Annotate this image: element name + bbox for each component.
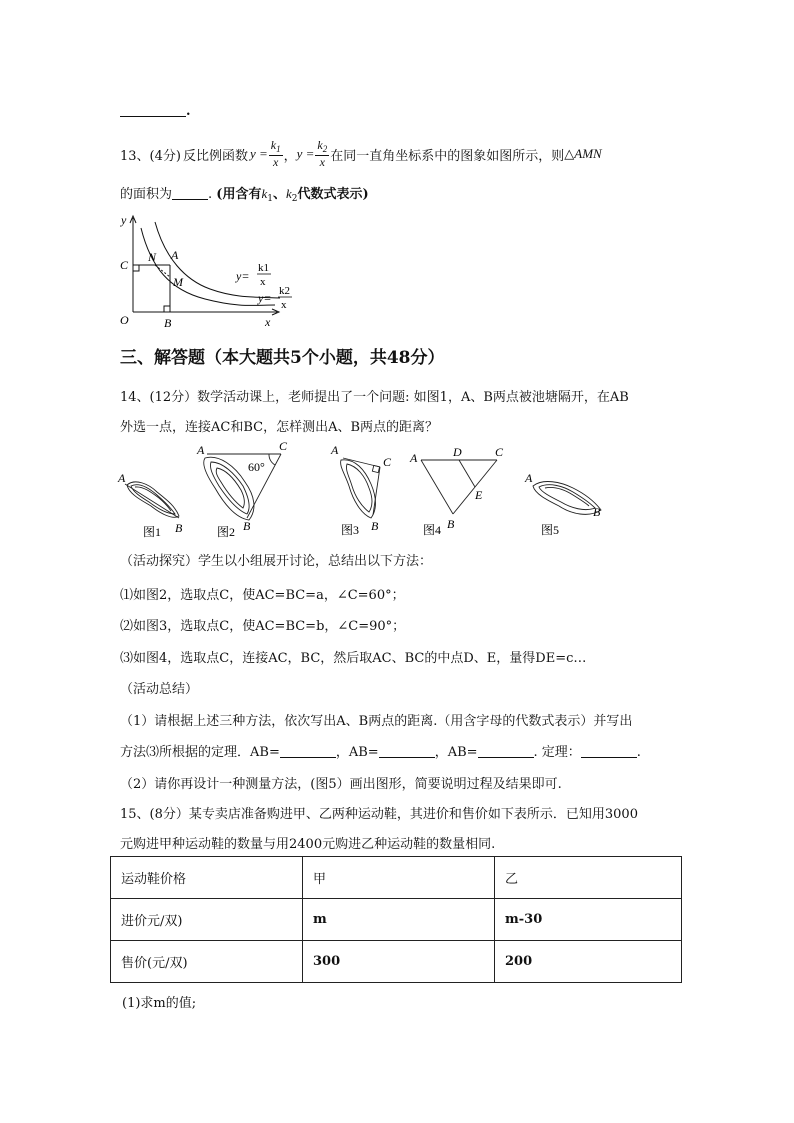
q14-ab-label-2: ，AB= <box>335 745 379 760</box>
fig5-label-b: B <box>593 505 601 519</box>
label-point-n: N <box>148 250 157 264</box>
right-angle-c <box>133 265 139 271</box>
table-cell: 300 <box>303 941 495 983</box>
q14-ab-label-3: ，AB= <box>434 745 478 760</box>
fig4-label-e: E <box>475 488 483 502</box>
answer-blank[interactable] <box>120 104 186 117</box>
label-point-m: M <box>173 275 183 289</box>
q13-k2-subscript: 2 <box>291 194 298 204</box>
fig4-label-a: A <box>410 451 418 465</box>
fig4-label-b: B <box>447 517 455 531</box>
fig2-label-b: B <box>243 519 251 533</box>
table-cell: 进价元/双) <box>111 899 303 941</box>
q13-triangle-amn: △AMN <box>564 146 602 161</box>
q14-method-2: ⑵如图3，选取点C，使AC=BC=b，∠C=90°； <box>120 619 406 634</box>
q14-sub1-line2 <box>120 741 641 760</box>
q13-fraction-k1-over-x <box>269 139 283 168</box>
q13-k1-subscript: 1 <box>267 194 273 204</box>
q13-eq1-subscript: 1 <box>276 144 281 155</box>
curve1-num: k1 <box>258 262 269 274</box>
q13-fraction-k2-over-x <box>315 139 329 168</box>
fig3-label-a: A <box>331 443 339 457</box>
q13-eq1-lhs: y = <box>249 146 268 161</box>
q14-method-1: ⑴如图2，选取点C，使AC=BC=a，∠C=60°； <box>120 588 405 603</box>
q14-figures <box>115 440 615 545</box>
label-point-c: C <box>120 258 129 272</box>
fig2-pond <box>204 457 254 520</box>
fig2-angle-arc <box>269 454 275 465</box>
table-cell: m-30 <box>495 899 682 941</box>
q14-theorem-blank[interactable] <box>581 745 637 758</box>
table-cell: 甲 <box>303 857 495 899</box>
q13-number: 13、(4分) <box>120 148 181 164</box>
curve1-label: y= <box>236 269 250 283</box>
fig4-label-d: D <box>453 445 462 459</box>
q13-comma: ， <box>283 148 297 164</box>
period: . <box>186 104 191 119</box>
q13-eq2-denominator: x <box>319 154 325 169</box>
curve2-den: x <box>281 299 287 311</box>
q13-hint-open: (用含有 <box>216 187 262 202</box>
q13-eq1-denominator: x <box>273 154 279 169</box>
previous-answer-line <box>120 104 191 119</box>
q13-hint-close: 代数式表示) <box>297 187 369 202</box>
table-cell: 售价(元/双) <box>111 941 303 983</box>
label-y-axis: y <box>121 213 127 227</box>
table-cell: m <box>303 899 495 941</box>
label-point-b: B <box>164 316 172 330</box>
fig2-angle-label: 60° <box>248 460 265 474</box>
q14-line1: 14、(12分）数学活动课上，老师提出了一个问题: 如图1，A、B两点被池塘隔开，在AB <box>120 390 629 405</box>
curve2-num: k2 <box>279 285 290 297</box>
fig5-pond <box>533 482 601 515</box>
q14-ab-label-1: 方法⑶所根据的定理．AB= <box>120 745 280 760</box>
q14-line2: 外选一点，连接AC和BC，怎样测出A、B两点的距离？ <box>120 420 439 435</box>
q14-theorem-label: . 定理： <box>533 745 581 760</box>
label-x-axis: x <box>265 315 271 329</box>
table-cell: 乙 <box>495 857 682 899</box>
fig3-label-c: C <box>383 455 392 469</box>
q14-sub1-line1: （1）请根据上述三种方法，依次写出A、B两点的距离.（用含字母的代数式表示）并写出 <box>120 714 633 729</box>
section-3-title: 三、解答题（本大题共5个小题，共48分） <box>120 348 445 368</box>
q13-eq1-numerator: k <box>270 138 277 153</box>
fig4-caption: 图4 <box>423 523 442 537</box>
fig3-caption: 图3 <box>341 523 360 537</box>
q14-method-3: ⑶如图4，选取点C，连接AC，BC，然后取AC、BC的中点D、E，量得DE=c… <box>120 651 587 666</box>
q14-answer-blank-2[interactable] <box>379 745 435 758</box>
right-angle-b <box>164 306 170 312</box>
label-point-a: A <box>171 248 179 262</box>
label-origin: O <box>120 313 129 327</box>
q14-answer-blank-1[interactable] <box>280 745 336 758</box>
q13-k1: k <box>261 186 268 201</box>
fig3-label-b: B <box>371 519 379 533</box>
q13-period: . <box>208 187 213 202</box>
table-row-header <box>111 857 682 899</box>
price-table <box>110 856 682 983</box>
q13-k2: k <box>285 186 292 201</box>
q14-answer-blank-3[interactable] <box>478 745 534 758</box>
fig1-caption: 图1 <box>143 525 162 539</box>
fig2-caption: 图2 <box>217 525 236 539</box>
q13-figure <box>115 210 300 330</box>
q14-sub2: （2）请你再设计一种测量方法，(图5）画出图形，简要说明过程及结果即可. <box>120 777 562 792</box>
q15-line1: 15、(8分）某专卖店准备购进甲、乙两种运动鞋，其进价和售价如下表所示．已知用3000 <box>120 807 638 822</box>
q13-lead-text: 反比例函数 <box>182 148 248 164</box>
table-cell: 200 <box>495 941 682 983</box>
fig4-line-de <box>459 460 475 487</box>
q13-separator: 、 <box>272 187 286 202</box>
fig5-caption: 图5 <box>541 523 560 537</box>
fig1-label-a: A <box>118 471 126 485</box>
q13-eq2-subscript: 2 <box>322 144 328 155</box>
q14-explore-heading: （活动探究）学生以小组展开讨论，总结出以下方法： <box>120 554 433 569</box>
q14-summary-heading: （活动总结） <box>120 682 199 697</box>
curve2-label: y= <box>258 291 272 305</box>
q13-answer-blank[interactable] <box>172 187 208 200</box>
q13-eq2-numerator: k <box>317 138 323 153</box>
fig2-label-c: C <box>279 440 288 453</box>
q15-line2: 元购进甲种运动鞋的数量与用2400元购进乙种运动鞋的数量相同. <box>120 837 496 852</box>
q15-sub1: (1)求m的值; <box>122 996 197 1011</box>
table-row-cost <box>111 899 682 941</box>
q14-line-end: . <box>636 745 641 760</box>
fig4-label-c: C <box>495 445 504 459</box>
fig3-pond <box>341 460 376 518</box>
curve1-den: x <box>260 276 266 288</box>
q13-line2 <box>120 183 369 204</box>
fig1-pond <box>127 482 179 517</box>
fig1-line-ab <box>125 484 179 518</box>
fig1-label-b: B <box>175 521 183 535</box>
table-cell: 运动鞋价格 <box>111 857 303 899</box>
q13-mid-text: 在同一直角坐标系中的图象如图所示，则 <box>330 148 565 164</box>
fig5-label-a: A <box>525 471 533 485</box>
fig2-label-a: A <box>197 443 205 457</box>
fig4-line-ab <box>421 460 453 514</box>
q13-eq2-lhs: y = <box>296 146 315 161</box>
q13-area-text: 的面积为 <box>120 187 173 202</box>
q13-line1 <box>120 137 602 171</box>
table-row-price <box>111 941 682 983</box>
